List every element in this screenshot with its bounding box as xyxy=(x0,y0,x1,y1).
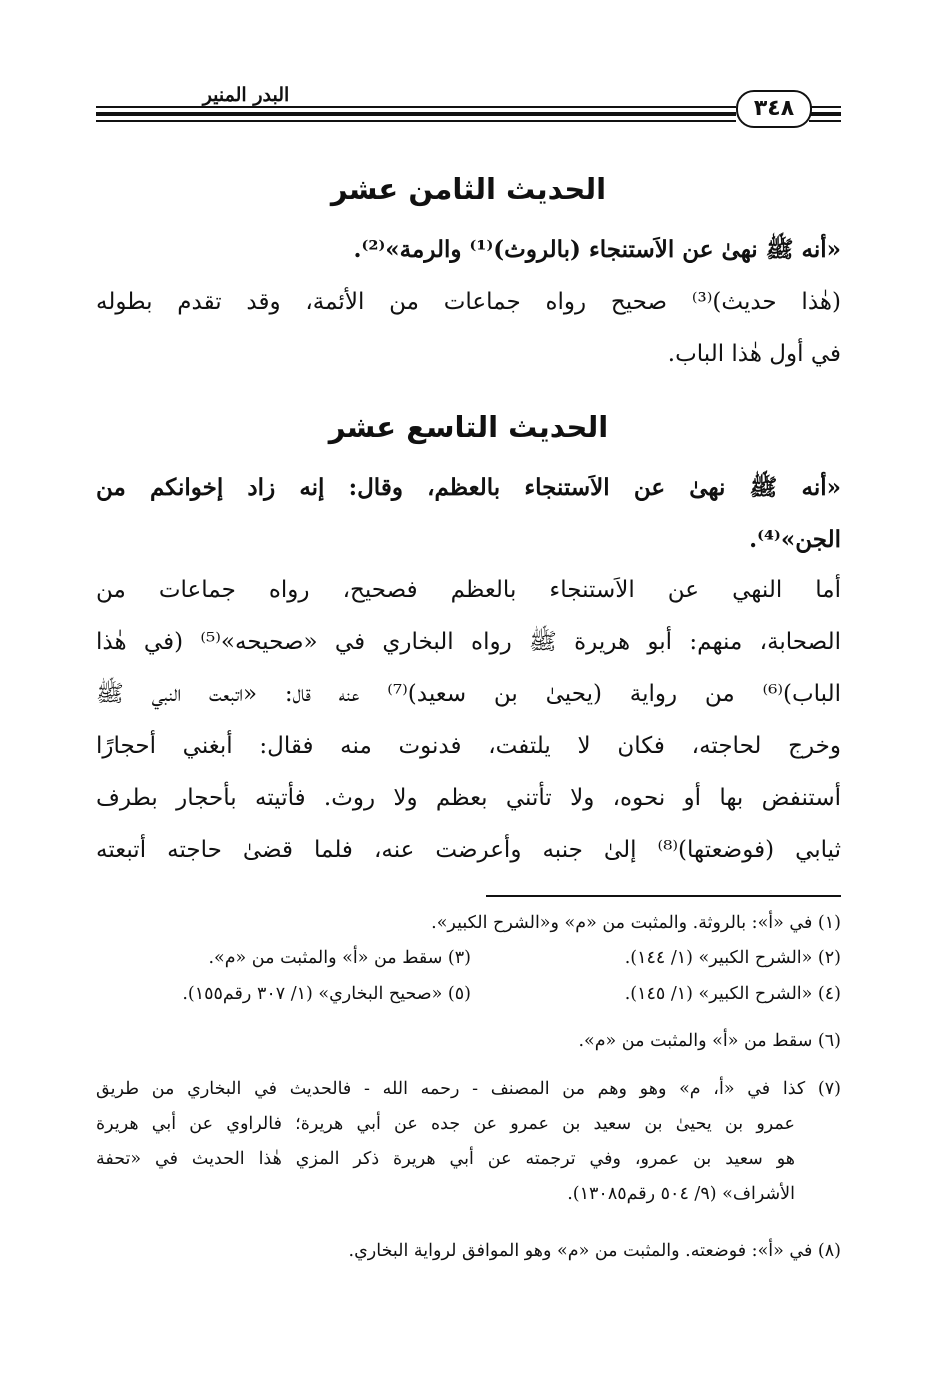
text-line: في أول هٰذا الباب. xyxy=(667,341,841,367)
matn-line: «أنه ﷺ نهىٰ عن الاَستنجاء بالعظم، وقال: إنه زاد إخوانكم من xyxy=(96,474,841,501)
hadith-19-title: الحديث التاسع عشر xyxy=(328,410,609,444)
header-rule xyxy=(96,120,736,122)
text-line: الباب)⁽⁶⁾ من رواية (يحيىٰ بن سعيد)⁽⁷⁾ عنه قال: «اتبعت النبي ﷺ xyxy=(96,681,841,707)
footnote-text: هو سعيد بن عمرو، وفي ترجمته عن أبي هريرة ذكر المزي هٰذا الحديث في «تحفة xyxy=(96,1149,795,1169)
text-line: أما النهي عن الاَستنجاء بالعظم فصحيح، رواه جماعات من xyxy=(96,577,841,603)
text-line: أستنفض بها أو نحوه، ولا تأتني بعظم ولا روث. فأتيته بأحجار بطرف xyxy=(96,785,841,811)
footnote-8 xyxy=(96,1234,841,1269)
hadith-18-matn xyxy=(96,224,841,276)
footnote-1 xyxy=(96,906,841,941)
footnote-5: (٥) «صحيح البخاري» (١/ ٣٠٧ رقم١٥٥). xyxy=(182,984,471,1004)
text-line: الصحابة، منهم: أبو هريرة ﷺ رواه البخاري في «صحيحه»⁽⁵⁾ (في هٰذا xyxy=(96,629,841,655)
text-line: وخرج لحاجته، فكان لا يلتفت، فدنوت منه فقال: أبغني أحجارًا xyxy=(96,733,841,759)
footnote-text: (٦) سقط من «أ» والمثبت من «م». xyxy=(578,1031,841,1051)
footnote-3: (٣) سقط من «أ» والمثبت من «م». xyxy=(208,948,471,968)
footnote-6 xyxy=(96,1024,841,1059)
footnote-text: الأشراف» (٩/ ٥٠٤ رقم١٣٠٨٥). xyxy=(567,1184,795,1204)
matn-line: «أنه ﷺ نهىٰ عن الاَستنجاء (بالروث)⁽¹⁾ والرمة»⁽²⁾. xyxy=(353,236,841,263)
footnote-7 xyxy=(96,1072,841,1212)
running-title: البدر المنير xyxy=(136,84,356,106)
page-header xyxy=(96,84,841,128)
footnote-4: (٤) «الشرح الكبير» (١/ ١٤٥). xyxy=(624,984,841,1004)
matn-line: الجن»⁽⁴⁾. xyxy=(749,526,841,553)
footnote-text: (١) في «أ»: بالروثة. والمثبت من «م» و«الشرح الكبير». xyxy=(431,913,841,933)
footnote-separator xyxy=(486,895,841,897)
header-rule xyxy=(96,112,736,116)
hadith-18-commentary xyxy=(96,276,841,380)
hadith-19-matn xyxy=(96,462,841,566)
footnote-row xyxy=(96,984,841,1020)
footnote-text: (٨) في «أ»: فوضعته. والمثبت من «م» وهو الموافق لرواية البخاري. xyxy=(348,1241,841,1261)
footnote-text: (٧) كذا في «أ، م» وهو وهم من المصنف - رحمه الله - فالحديث في البخاري من طريق xyxy=(96,1079,841,1099)
footnote-row xyxy=(96,948,841,984)
text-line: ثيابي (فوضعتها)⁽⁸⁾ إلىٰ جنبه وأعرضت عنه، فلما قضىٰ حاجته أتبعته xyxy=(96,837,841,863)
hadith-18-title: الحديث الثامن عشر xyxy=(330,172,607,206)
text-line: (هٰذا حديث)⁽³⁾ صحيح رواه جماعات من الأئمة، وقد تقدم بطوله xyxy=(96,289,841,315)
header-rule xyxy=(96,106,736,108)
header-rule xyxy=(809,106,841,108)
header-rule xyxy=(809,120,841,122)
header-rule xyxy=(809,112,841,116)
footnote-2: (٢) «الشرح الكبير» (١/ ١٤٤). xyxy=(624,948,841,968)
footnote-text: عمرو بن يحيىٰ بن سعيد بن عمرو عن جده عن أبي هريرة؛ فالراوي عن أبي هريرة xyxy=(96,1114,795,1134)
page-number: ٣٤٨ xyxy=(736,90,812,128)
hadith-19-commentary xyxy=(96,564,841,876)
